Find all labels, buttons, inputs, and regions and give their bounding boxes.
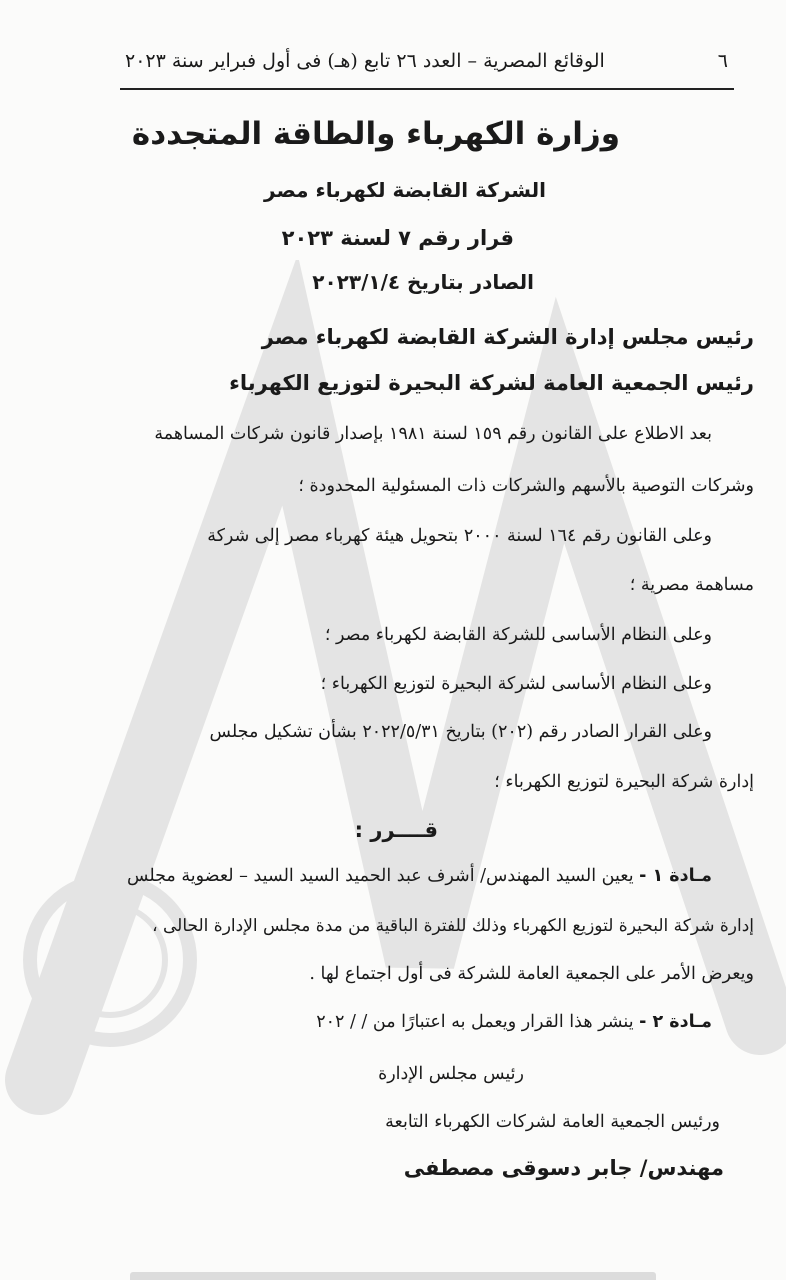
page-bottom-bar	[130, 1272, 656, 1280]
article-2-label: مـادة ٢ -	[639, 1012, 712, 1032]
preamble-p2-line2: مساهمة مصرية ؛	[629, 575, 754, 595]
article-2-text: ينشر هذا القرار ويعمل به اعتبارًا من / / ٢٠٢	[316, 1012, 634, 1032]
signatory-name: مهندس/ جابر دسوقى مصطفى	[403, 1156, 724, 1180]
signature-title-1: رئيس مجلس الإدارة	[378, 1064, 524, 1084]
issuer-line-1: رئيس مجلس إدارة الشركة القابضة لكهرباء مصر	[261, 325, 754, 349]
article-1-line2: إدارة شركة البحيرة لتوزيع الكهرباء وذلك للفترة الباقية من مدة مجلس الإدارة الحالى ،	[152, 916, 754, 936]
gazette-issue-line: الوقائع المصرية – العدد ٢٦ تابع (هـ) فى أول فبراير سنة ٢٠٢٣	[125, 50, 605, 72]
gazette-header	[125, 50, 728, 72]
article-1-line1	[44, 866, 712, 886]
article-1-text: يعين السيد المهندس/ أشرف عبد الحميد السيد السيد – لعضوية مجلس	[127, 866, 634, 886]
decides-heading: قــــرر :	[354, 818, 438, 842]
signature-title-2: ورئيس الجمعية العامة لشركات الكهرباء التابعة	[385, 1112, 720, 1132]
decision-number: قرار رقم ٧ لسنة ٢٠٢٣	[281, 226, 514, 250]
preamble-p4: وعلى النظام الأساسى لشركة البحيرة لتوزيع الكهرباء ؛	[320, 674, 712, 694]
preamble-p1-line2: وشركات التوصية بالأسهم والشركات ذات المسئولية المحدودة ؛	[298, 476, 754, 496]
article-2-line	[44, 1012, 712, 1032]
page-number: ٦	[717, 50, 728, 72]
header-divider	[120, 88, 734, 90]
company-title: الشركة القابضة لكهرباء مصر	[264, 178, 546, 202]
issue-date: الصادر بتاريخ ٢٠٢٣/١/٤	[312, 270, 534, 294]
article-1-line3: ويعرض الأمر على الجمعية العامة للشركة فى أول اجتماع لها .	[309, 964, 754, 984]
article-1-label: مـادة ١ -	[639, 866, 712, 886]
ministry-title: وزارة الكهرباء والطاقة المتجددة	[131, 116, 620, 152]
preamble-p1-line1: بعد الاطلاع على القانون رقم ١٥٩ لسنة ١٩٨١ بإصدار قانون شركات المساهمة	[154, 424, 712, 444]
issuer-line-2: رئيس الجمعية العامة لشركة البحيرة لتوزيع الكهرباء	[229, 371, 754, 395]
preamble-p5-line2: إدارة شركة البحيرة لتوزيع الكهرباء ؛	[494, 772, 754, 792]
preamble-p3: وعلى النظام الأساسى للشركة القابضة لكهرباء مصر ؛	[324, 625, 712, 645]
preamble-p5-line1: وعلى القرار الصادر رقم (٢٠٢) بتاريخ ٢٠٢٢/٥/٣١ بشأن تشكيل مجلس	[209, 722, 712, 742]
preamble-p2-line1: وعلى القانون رقم ١٦٤ لسنة ٢٠٠٠ بتحويل هيئة كهرباء مصر إلى شركة	[207, 526, 712, 546]
